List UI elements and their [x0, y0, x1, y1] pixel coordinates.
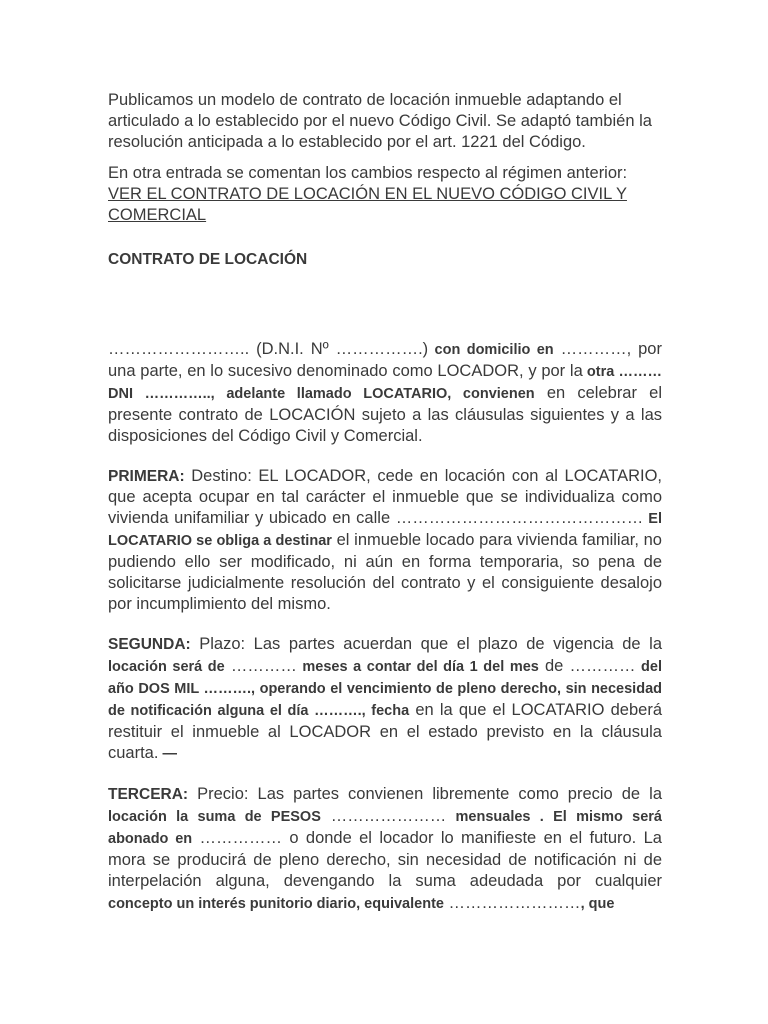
parties-text-3: …………, por una parte, en lo sucesivo denominado como LOCADOR, y por la [108, 340, 662, 380]
intro-link-paragraph [108, 163, 662, 226]
document-page [108, 90, 662, 934]
clause-primera [108, 466, 662, 615]
clause-primera-text-3: el inmueble locado para vivienda familiar, no pudiendo ello ser modificado, ni aún en forma temporaria, so pena de solicitarse judicialmente resolución del contrato y el consiguiente desalojo por incumplimiento del mismo. [108, 531, 662, 613]
clause-tercera-text-2: locación la suma de PESOS [108, 809, 321, 825]
parties-text-6: en celebrar el presente contrato de LOCACIÓN sujeto a las cláusulas siguientes y a las disposiciones del Código Civil y Comercial. [108, 384, 663, 445]
clause-primera-text-2: El LOCATARIO se obliga a destinar [108, 511, 662, 549]
clause-segunda-text-6: del año DOS MIL ………., operando el vencimiento de pleno derecho, sin necesidad de notificación alguna el día ………., fecha [108, 659, 662, 719]
clause-tercera-text-8: …………………… [443, 894, 581, 912]
clause-tercera-text-7: concepto un interés punitorio diario, equivalente [108, 896, 444, 912]
intro-text: En otra entrada se comentan los cambios respecto al régimen anterior: [108, 164, 628, 182]
clause-segunda-text-4: meses a contar del día 1 del mes [296, 659, 539, 675]
intro-paragraph: Publicamos un modelo de contrato de locación inmueble adaptando el articulado a lo establecido por el nuevo Código Civil. Se adaptó también la resolución anticipada a lo establecido por el art. 1221 del Código. [108, 91, 652, 151]
clause-tercera-text-5: …………… [192, 829, 282, 847]
clause-primera-label: PRIMERA: [108, 468, 185, 485]
clause-segunda-text-1: Plazo: Las partes acuerdan que el plazo de vigencia de la [190, 635, 662, 653]
clause-segunda-text-7: en la que el LOCATARIO deberá restituir el inmueble al LOCADOR en el estado previsto en la cláusula cuarta. [108, 701, 662, 762]
parties-text-5: adelante llamado LOCATARIO, convienen [214, 386, 535, 402]
parties-text-2: con domicilio en [428, 342, 554, 358]
clause-segunda-text-2: locación será de [108, 659, 225, 675]
clause-segunda [108, 634, 662, 765]
clause-segunda-label: SEGUNDA: [108, 636, 191, 653]
clause-tercera-text-4: mensuales . El mismo será abonado en [108, 809, 662, 847]
clause-tercera-text-6: o donde el locador lo manifieste en el futuro. La mora se producirá de pleno derecho, sin necesidad de notificación ni de interpelación alguna, devengando la suma adeudada por cualquier [108, 829, 662, 890]
clause-segunda-text-8: — [158, 746, 177, 762]
clause-segunda-text-3: ………… [224, 657, 297, 675]
contract-link[interactable]: VER EL CONTRATO DE LOCACIÓN EN EL NUEVO CÓDIGO CIVIL Y COMERCIAL [108, 185, 627, 224]
page-title: CONTRATO DE LOCACIÓN [108, 251, 308, 268]
clause-primera-text-1: Destino: EL LOCADOR, cede en locación con al LOCATARIO, que acepta ocupar en tal carácter el inmueble que se individualiza como vivienda unifamiliar y ubicado en calle ……………………………………… [108, 467, 662, 527]
parties-text-1: …………………….. (D.N.I. Nº …………….) [108, 340, 429, 358]
clause-tercera [108, 784, 662, 915]
clause-tercera-label: TERCERA: [108, 786, 189, 803]
clause-tercera-text-1: Precio: Las partes convienen libremente como precio de la [188, 785, 662, 803]
clause-tercera-text-3: ………………… [320, 807, 447, 825]
parties-paragraph [108, 339, 662, 447]
parties-text-4: otra ……… DNI ………….., [108, 364, 662, 402]
clause-tercera-text-9: , que [580, 896, 615, 912]
clause-segunda-text-5: de ………… [538, 657, 636, 675]
